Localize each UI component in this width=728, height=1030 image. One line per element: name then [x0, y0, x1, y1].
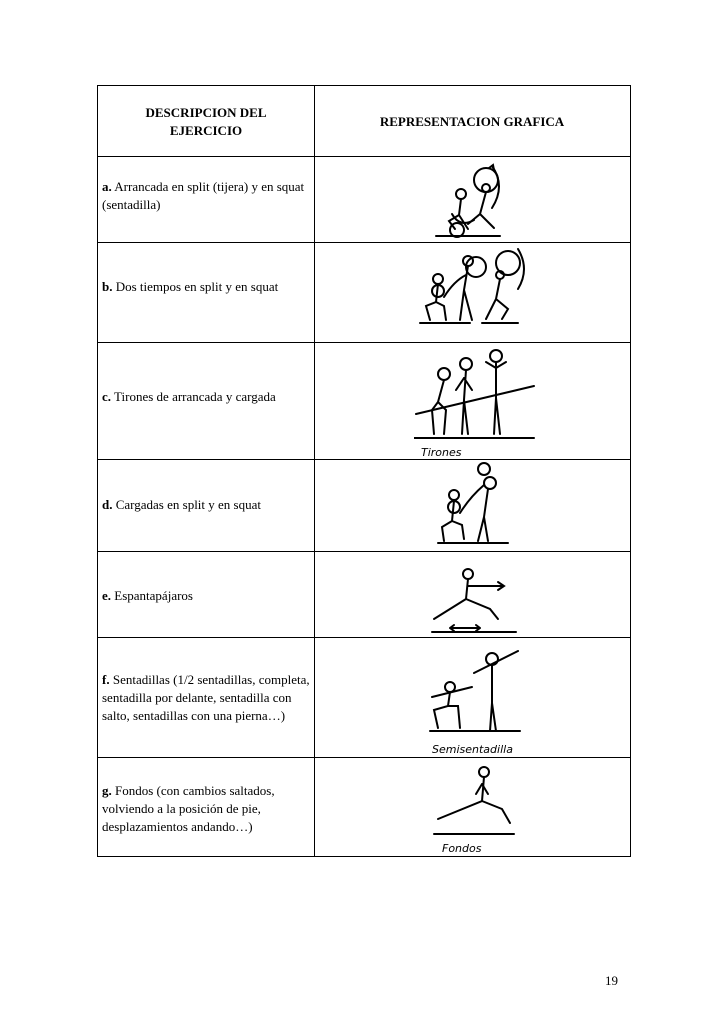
- row-letter: d.: [102, 497, 113, 512]
- stick-figures-clean-jerk-icon: [418, 243, 534, 329]
- row-b-description: [102, 276, 310, 298]
- row-letter: f.: [102, 672, 110, 687]
- row-g-description: [102, 782, 310, 836]
- row-divider: [98, 342, 630, 343]
- row-letter: b.: [102, 279, 113, 294]
- row-f-description: [102, 660, 310, 736]
- row-letter: g.: [102, 783, 112, 798]
- row-e-description: [102, 585, 310, 607]
- row-c-description: [102, 386, 310, 408]
- exercise-table: [97, 85, 631, 857]
- header-description: DESCRIPCION DEL EJERCICIO: [145, 105, 267, 138]
- column-divider: [314, 86, 315, 856]
- row-letter: a.: [102, 179, 112, 194]
- stick-figures-pulls-icon: [414, 348, 538, 444]
- caption-fondos: Fondos: [442, 842, 482, 855]
- row-text: Sentadillas (1/2 sentadillas, completa, sentadilla por delante, sentadilla con salto, sentadillas con una pierna…): [102, 672, 310, 723]
- row-text: Fondos (con cambios saltados, volviendo a la posición de pie, desplazamientos andando…): [102, 783, 275, 834]
- page-number: 19: [605, 973, 618, 988]
- row-letter: e.: [102, 588, 112, 603]
- row-divider: [98, 459, 630, 460]
- row-divider: [98, 242, 630, 243]
- stick-figures-squats-icon: [428, 643, 528, 735]
- caption-tirones: Tirones: [421, 446, 462, 459]
- row-divider: [98, 551, 630, 552]
- row-text: Cargadas en split y en squat: [115, 497, 261, 512]
- row-text: Arrancada en split (tijera) y en squat (sentadilla): [102, 179, 305, 212]
- row-text: Espantapájaros: [114, 588, 193, 603]
- stick-figures-cleans-icon: [434, 461, 514, 547]
- row-text: Dos tiempos en split y en squat: [115, 279, 279, 294]
- row-d-description: [102, 494, 310, 516]
- row-text: Tirones de arrancada y cargada: [114, 389, 276, 404]
- caption-semisentadilla: Semisentadilla: [432, 743, 513, 756]
- row-a-description: [102, 176, 310, 216]
- header-graphic: REPRESENTACION GRAFICA: [379, 114, 565, 129]
- row-letter: c.: [102, 389, 112, 404]
- stick-figure-scarecrow-icon: [428, 564, 524, 636]
- row-divider: [98, 156, 630, 157]
- row-divider: [98, 637, 630, 638]
- stick-figure-lunge-icon: [430, 762, 526, 838]
- row-divider: [98, 757, 630, 758]
- stick-figures-snatch-icon: [432, 158, 522, 242]
